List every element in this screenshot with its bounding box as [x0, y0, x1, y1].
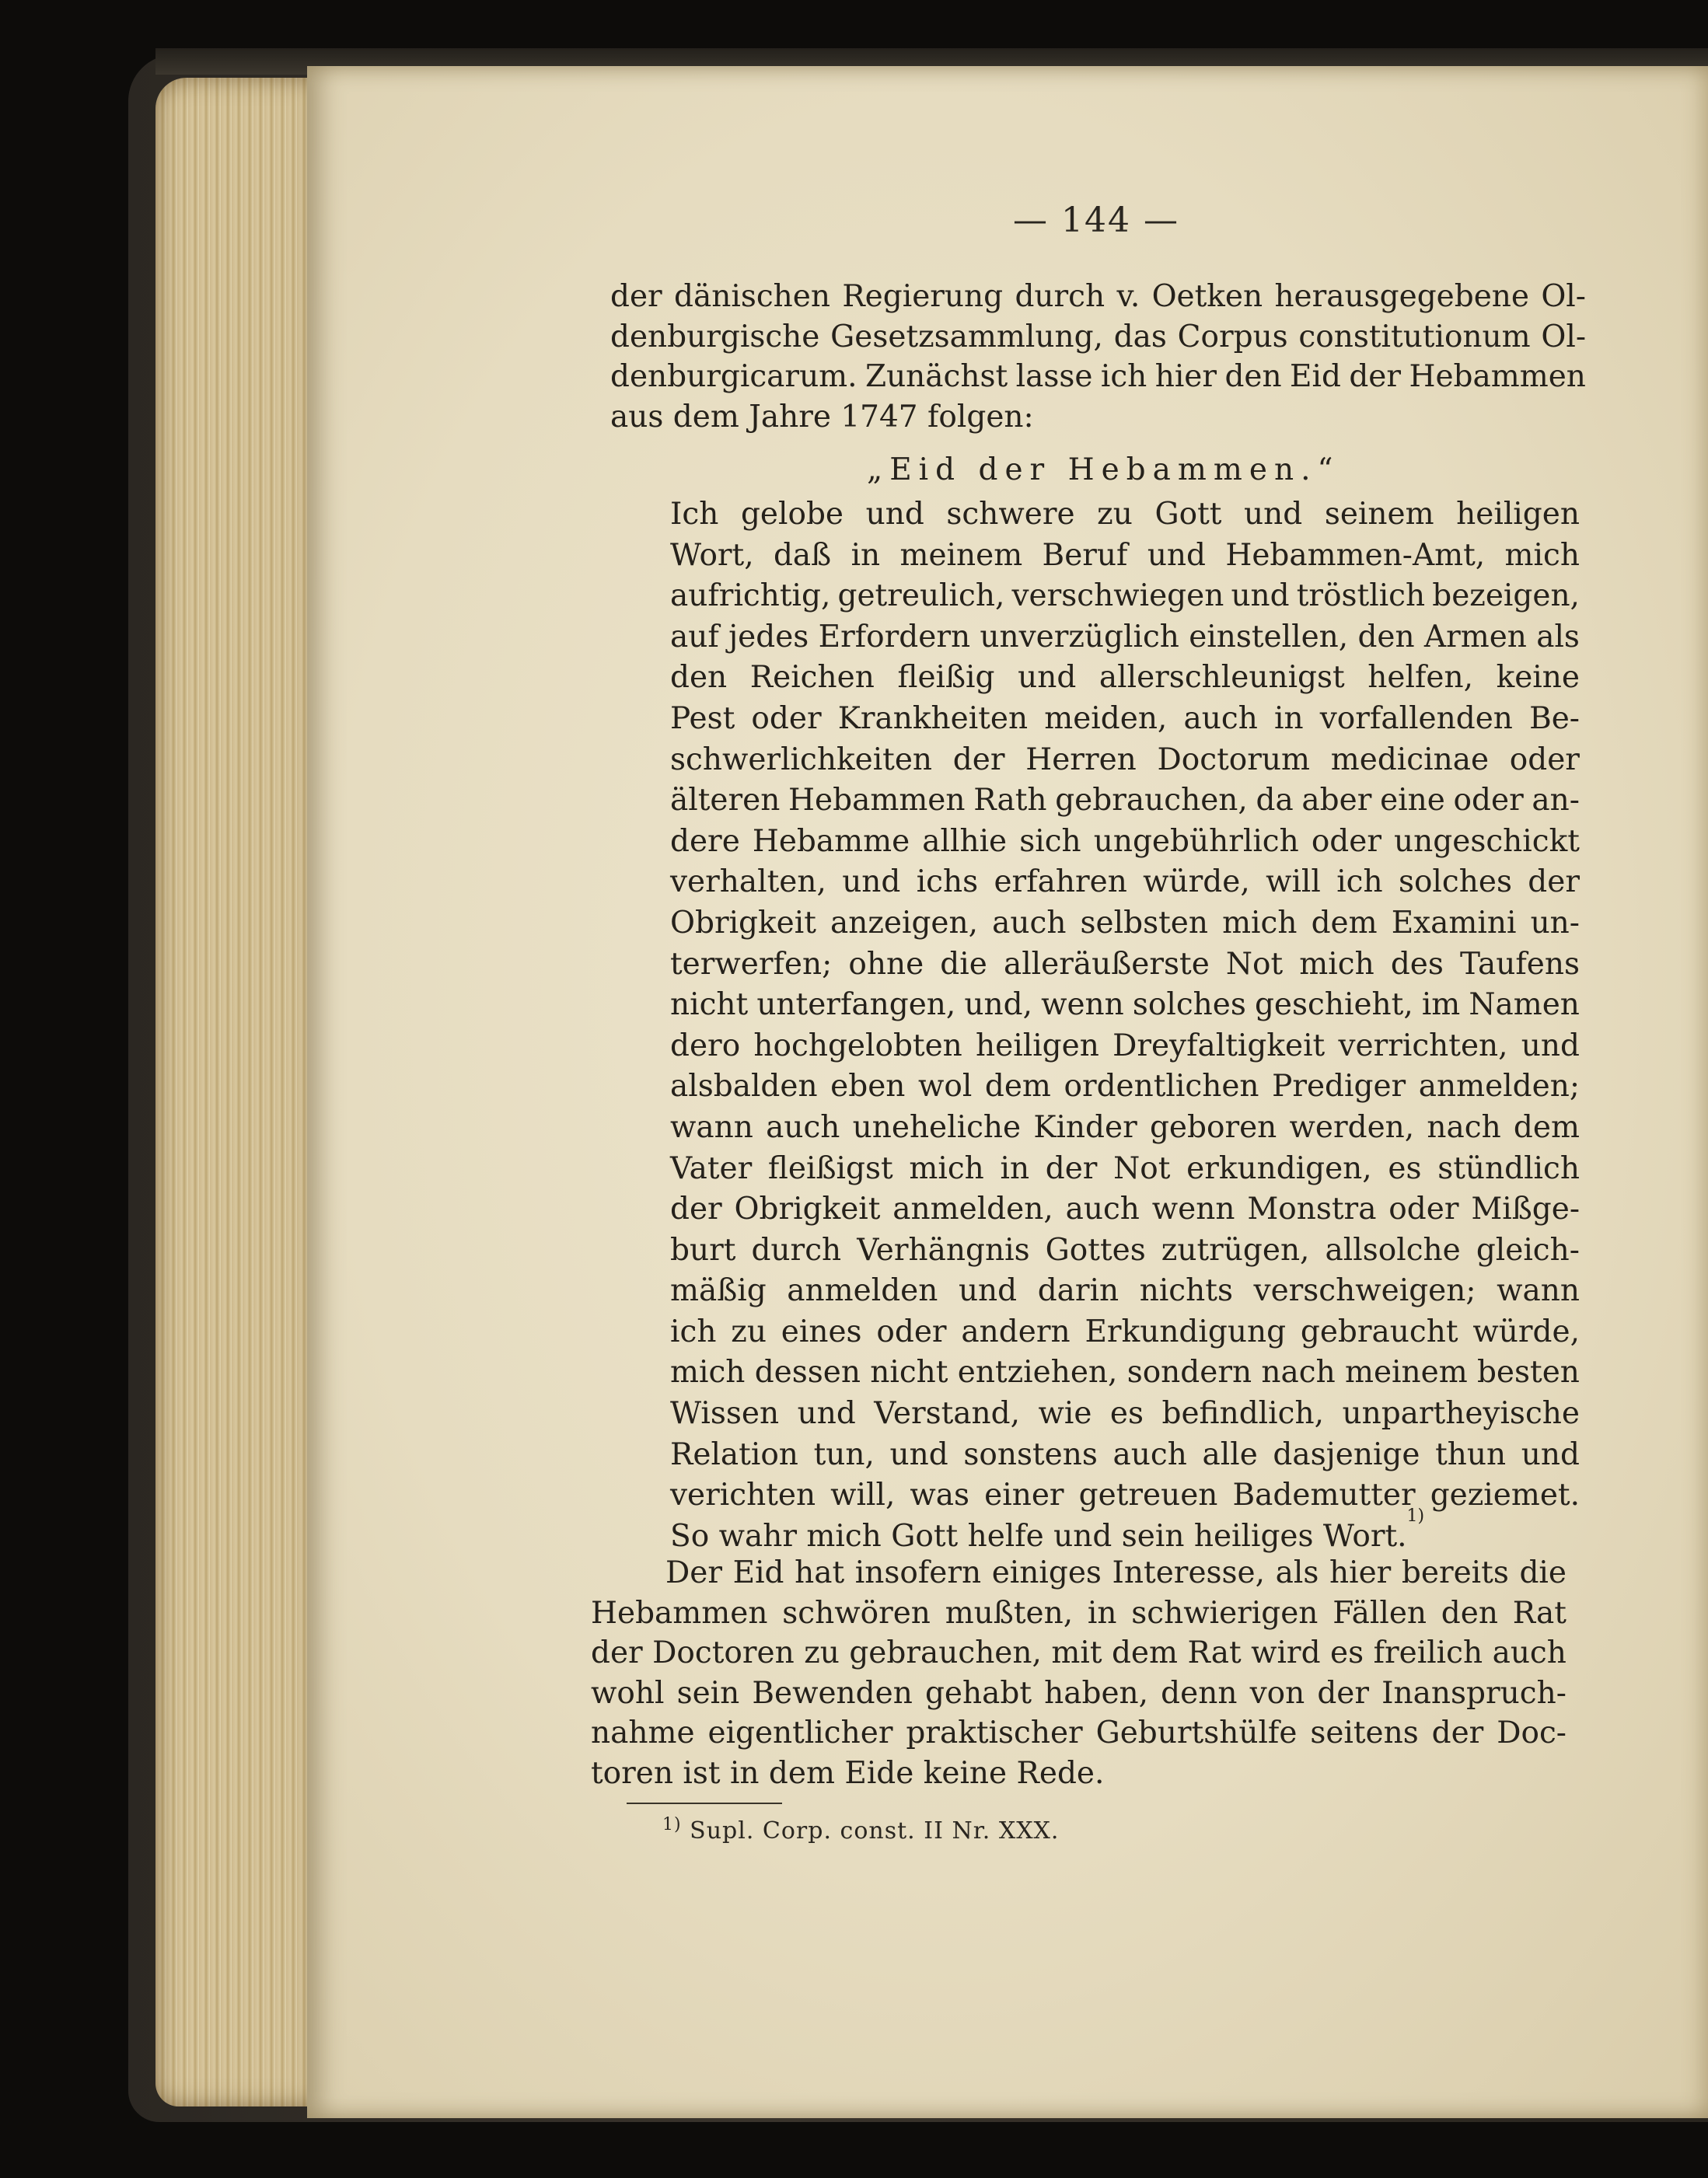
- text-line: den Reichen fleißig und allerschleunigst helfen, keine: [670, 660, 1580, 696]
- text-line: denburgicarum. Zunächst lasse ich hier den Eid der Hebammen: [610, 359, 1586, 394]
- text-line: auf jedes Erfordern unverzüglich einstellen, den Armen als: [670, 619, 1580, 654]
- text-line: der Obrigkeit anmelden, auch wenn Monstra oder Mißge-: [670, 1192, 1580, 1227]
- footnote: [662, 1817, 1059, 1845]
- footnote-text: Supl. Corp. const. II Nr. XXX.: [690, 1817, 1060, 1845]
- text-line: aufrichtig, getreulich, verschwiegen und tröstlich bezeigen,: [670, 578, 1580, 614]
- text-line: mäßig anmelden und darin nichts verschweigen; wann: [670, 1273, 1580, 1309]
- intro-paragraph: [610, 277, 1586, 437]
- text-line: burt durch Verhängnis Gottes zutrügen, allsolche gleich-: [670, 1232, 1580, 1268]
- text-line: schwerlichkeiten der Herren Doctorum medicinae oder: [670, 742, 1580, 777]
- oath-heading: „Eid der Hebammen.“: [867, 452, 1340, 487]
- text-line: denburgische Gesetzsammlung, das Corpus constitutionum Ol-: [610, 319, 1586, 354]
- text-line: So wahr mich Gott helfe und sein heiliges Wort.: [670, 1518, 1407, 1554]
- footnote-mark: 1): [662, 1815, 682, 1834]
- closing-paragraph: [591, 1553, 1567, 1793]
- page-number: — 144 —: [1013, 201, 1179, 240]
- text-line: wann auch uneheliche Kinder geboren werden, nach dem: [670, 1109, 1580, 1145]
- text-line: alsbalden eben wol dem ordentlichen Prediger anmelden;: [670, 1069, 1580, 1105]
- text-line: verhalten, und ichs erfahren würde, will ich solches der: [670, 864, 1580, 900]
- text-line: aus dem Jahre 1747 folgen:: [610, 399, 1034, 435]
- text-line: Hebammen schwören mußten, in schwierigen Fällen den Rat: [591, 1595, 1567, 1631]
- text-line: nicht unterfangen, und, wenn solches geschieht, im Namen: [670, 987, 1580, 1023]
- text-line: Relation tun, und sonstens auch alle dasjenige thun und: [670, 1436, 1580, 1472]
- text-line: Wort, daß in meinem Beruf und Hebammen-Amt, mich: [670, 537, 1580, 573]
- text-line: mich dessen nicht entziehen, sondern nach meinem besten: [670, 1355, 1580, 1391]
- text-line: älteren Hebammen Rath gebrauchen, da aber eine oder an-: [670, 783, 1580, 818]
- footnote-reference: 1): [1406, 1506, 1425, 1526]
- oath-paragraph: [670, 494, 1580, 1557]
- text-line: wohl sein Bewenden gehabt haben, denn von der Inanspruch-: [591, 1675, 1567, 1711]
- text-line: Vater fleißigst mich in der Not erkundigen, es stündlich: [670, 1150, 1580, 1186]
- text-line: Wissen und Verstand, wie es befindlich, unpartheyische: [670, 1396, 1580, 1432]
- text-line: Der Eid hat insofern einiges Interesse, als hier bereits die: [665, 1555, 1567, 1590]
- text-line: toren ist in dem Eide keine Rede.: [591, 1755, 1105, 1791]
- text-line: Obrigkeit anzeigen, auch selbsten mich dem Examini un-: [670, 905, 1580, 941]
- text-line: ich zu eines oder andern Erkundigung gebraucht würde,: [670, 1314, 1580, 1349]
- text-line: verichten will, was einer getreuen Bademutter geziemet.: [670, 1478, 1580, 1513]
- footnote-divider: [627, 1803, 782, 1804]
- text-line: dere Hebamme allhie sich ungebührlich oder ungeschickt: [670, 823, 1580, 859]
- text-line: der Doctoren zu gebrauchen, mit dem Rat wird es freilich auch: [591, 1635, 1567, 1670]
- text-line: dero hochgelobten heiligen Dreyfaltigkeit verrichten, und: [670, 1028, 1580, 1063]
- text-line: Ich gelobe und schwere zu Gott und seinem heiligen: [670, 497, 1580, 532]
- text-line: terwerfen; ohne die alleräußerste Not mich des Taufens: [670, 946, 1580, 982]
- text-line: Pest oder Krankheiten meiden, auch in vorfallenden Be-: [670, 700, 1580, 736]
- text-line: der dänischen Regierung durch v. Oetken herausgegebene Ol-: [610, 279, 1586, 314]
- page-stack-edges: [155, 78, 319, 2106]
- text-line-with-footnote: [670, 1506, 1580, 1558]
- text-line: nahme eigentlicher praktischer Geburtshülfe seitens der Doc-: [591, 1716, 1567, 1750]
